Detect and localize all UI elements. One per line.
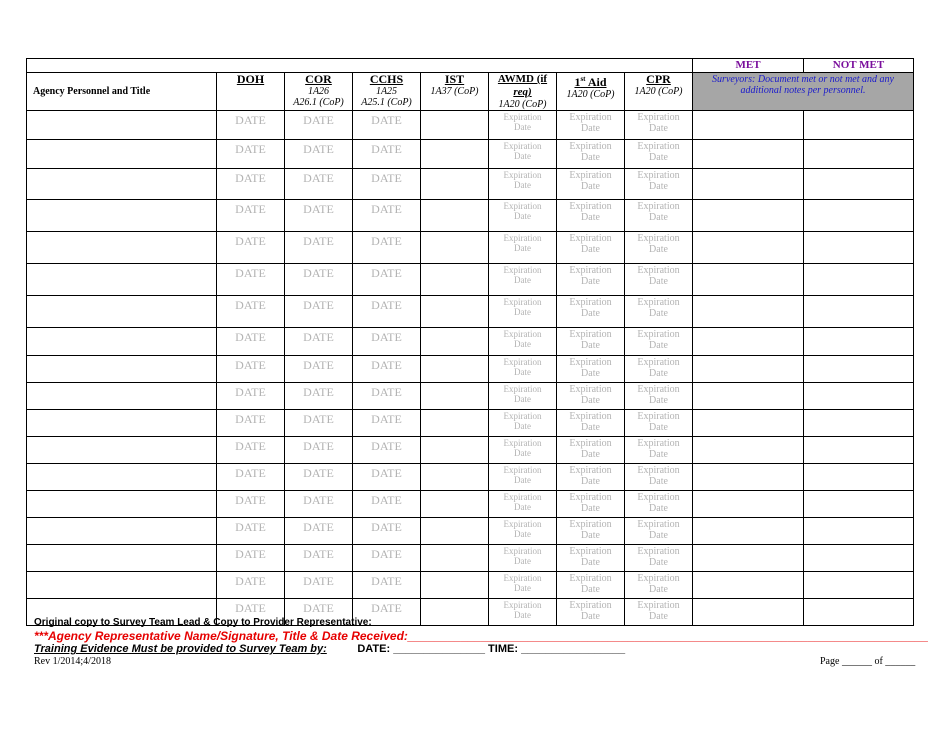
- cpr-expiration-cell[interactable]: Expiration Date: [625, 169, 693, 200]
- personnel-row: [27, 111, 914, 140]
- not-met-cell[interactable]: [804, 328, 914, 356]
- cchs-date-cell[interactable]: DATE: [353, 572, 421, 599]
- revision-text: Rev 1/2014;4/2018: [34, 656, 111, 667]
- awmd-expiration-cell[interactable]: Expiration Date: [489, 328, 557, 356]
- met-cell[interactable]: [693, 200, 804, 232]
- personnel-name-cell[interactable]: [27, 410, 217, 437]
- cpr-expiration-cell[interactable]: Expiration Date: [625, 518, 693, 545]
- not-met-cell[interactable]: [804, 169, 914, 200]
- cor-date-cell[interactable]: DATE: [285, 437, 353, 464]
- met-cell[interactable]: [693, 169, 804, 200]
- not-met-cell[interactable]: [804, 200, 914, 232]
- met-cell[interactable]: [693, 464, 804, 491]
- cchs-date-cell[interactable]: DATE: [353, 599, 421, 626]
- cor-date-cell[interactable]: DATE: [285, 232, 353, 264]
- personnel-row: [27, 140, 914, 169]
- ist-cell[interactable]: [421, 491, 489, 518]
- cchs-date-cell[interactable]: DATE: [353, 264, 421, 296]
- personnel-name-cell[interactable]: [27, 464, 217, 491]
- met-cell[interactable]: [693, 296, 804, 328]
- personnel-name-cell[interactable]: [27, 545, 217, 572]
- doh-date-cell[interactable]: DATE: [217, 464, 285, 491]
- ist-cell[interactable]: [421, 232, 489, 264]
- personnel-name-cell[interactable]: [27, 383, 217, 410]
- ist-cell[interactable]: [421, 111, 489, 140]
- signature-field[interactable]: ______________________________________________________________________________: [407, 629, 929, 643]
- personnel-row: [27, 383, 914, 410]
- first-aid-header: 1st Aid 1A20 (CoP): [557, 73, 625, 111]
- personnel-row: [27, 437, 914, 464]
- cpr-expiration-cell[interactable]: Expiration Date: [625, 383, 693, 410]
- cpr-expiration-cell[interactable]: Expiration Date: [625, 545, 693, 572]
- ist-cell[interactable]: [421, 169, 489, 200]
- first-aid-expiration-cell[interactable]: Expiration Date: [557, 464, 625, 491]
- doh-header: DOH: [217, 73, 285, 111]
- met-cell[interactable]: [693, 545, 804, 572]
- not-met-cell[interactable]: [804, 464, 914, 491]
- first-aid-expiration-cell[interactable]: Expiration Date: [557, 356, 625, 383]
- cchs-date-cell[interactable]: DATE: [353, 328, 421, 356]
- personnel-name-cell[interactable]: [27, 328, 217, 356]
- first-aid-expiration-cell[interactable]: Expiration Date: [557, 232, 625, 264]
- personnel-name-cell[interactable]: [27, 232, 217, 264]
- cor-date-cell[interactable]: DATE: [285, 545, 353, 572]
- not-met-cell[interactable]: [804, 296, 914, 328]
- ist-cell[interactable]: [421, 140, 489, 169]
- cchs-date-cell[interactable]: DATE: [353, 518, 421, 545]
- met-cell[interactable]: [693, 518, 804, 545]
- cpr-expiration-cell[interactable]: Expiration Date: [625, 356, 693, 383]
- doh-date-cell[interactable]: DATE: [217, 410, 285, 437]
- met-cell[interactable]: [693, 140, 804, 169]
- cpr-expiration-cell[interactable]: Expiration Date: [625, 437, 693, 464]
- cor-date-cell[interactable]: DATE: [285, 328, 353, 356]
- signature-line: ***Agency Representative Name/Signature, Title & Date Received:______________________________________________________________________________: [34, 629, 929, 643]
- met-cell[interactable]: [693, 410, 804, 437]
- personnel-row: [27, 491, 914, 518]
- cpr-expiration-cell[interactable]: Expiration Date: [625, 232, 693, 264]
- personnel-row: [27, 518, 914, 545]
- awmd-expiration-cell[interactable]: Expiration Date: [489, 296, 557, 328]
- personnel-name-cell[interactable]: [27, 356, 217, 383]
- ist-cell[interactable]: [421, 200, 489, 232]
- personnel-row: [27, 200, 914, 232]
- cor-date-cell[interactable]: DATE: [285, 200, 353, 232]
- personnel-row: [27, 169, 914, 200]
- personnel-name-cell[interactable]: [27, 169, 217, 200]
- cor-date-cell[interactable]: DATE: [285, 169, 353, 200]
- not-met-cell[interactable]: [804, 599, 914, 626]
- ist-cell[interactable]: [421, 545, 489, 572]
- personnel-name-cell[interactable]: [27, 264, 217, 296]
- ist-cell[interactable]: [421, 383, 489, 410]
- surveyor-note: Surveyors: Document met or not met and any additional notes per personnel.: [693, 73, 914, 111]
- met-cell[interactable]: [693, 264, 804, 296]
- awmd-expiration-cell[interactable]: Expiration Date: [489, 464, 557, 491]
- not-met-cell[interactable]: [804, 410, 914, 437]
- met-cell[interactable]: [693, 599, 804, 626]
- met-cell[interactable]: [693, 572, 804, 599]
- cchs-date-cell[interactable]: DATE: [353, 296, 421, 328]
- cor-date-cell[interactable]: DATE: [285, 518, 353, 545]
- awmd-expiration-cell[interactable]: Expiration Date: [489, 572, 557, 599]
- cor-date-cell[interactable]: DATE: [285, 464, 353, 491]
- personnel-row: [27, 410, 914, 437]
- not-met-cell[interactable]: [804, 491, 914, 518]
- cpr-expiration-cell[interactable]: Expiration Date: [625, 140, 693, 169]
- doh-date-cell[interactable]: DATE: [217, 328, 285, 356]
- personnel-row: [27, 572, 914, 599]
- personnel-row: [27, 545, 914, 572]
- not-met-cell[interactable]: [804, 437, 914, 464]
- personnel-row: [27, 328, 914, 356]
- ist-cell[interactable]: [421, 410, 489, 437]
- awmd-header: AWMD (if req) 1A20 (CoP): [489, 73, 557, 111]
- met-header-row: [27, 59, 914, 73]
- met-cell[interactable]: [693, 383, 804, 410]
- cchs-date-cell[interactable]: DATE: [353, 383, 421, 410]
- not-met-cell[interactable]: [804, 383, 914, 410]
- awmd-expiration-cell[interactable]: Expiration Date: [489, 200, 557, 232]
- first-aid-expiration-cell[interactable]: Expiration Date: [557, 410, 625, 437]
- cpr-expiration-cell[interactable]: Expiration Date: [625, 491, 693, 518]
- time-field[interactable]: _________________: [521, 643, 626, 655]
- awmd-expiration-cell[interactable]: Expiration Date: [489, 169, 557, 200]
- personnel-rows: [27, 111, 914, 626]
- doh-date-cell[interactable]: DATE: [217, 111, 285, 140]
- doh-date-cell[interactable]: DATE: [217, 356, 285, 383]
- cor-date-cell[interactable]: DATE: [285, 264, 353, 296]
- cchs-header: CCHS 1A25 A25.1 (CoP): [353, 73, 421, 111]
- page-field[interactable]: ______: [841, 656, 872, 667]
- met-cell[interactable]: [693, 437, 804, 464]
- doh-date-cell[interactable]: DATE: [217, 140, 285, 169]
- cchs-date-cell[interactable]: DATE: [353, 111, 421, 140]
- cchs-date-cell[interactable]: DATE: [353, 410, 421, 437]
- date-field[interactable]: _______________: [393, 643, 485, 655]
- cchs-date-cell[interactable]: DATE: [353, 356, 421, 383]
- ist-header: IST 1A37 (CoP): [421, 73, 489, 111]
- met-cell[interactable]: [693, 356, 804, 383]
- not-met-cell[interactable]: [804, 111, 914, 140]
- first-aid-expiration-cell[interactable]: Expiration Date: [557, 296, 625, 328]
- awmd-expiration-cell[interactable]: Expiration Date: [489, 140, 557, 169]
- cchs-date-cell[interactable]: DATE: [353, 464, 421, 491]
- doh-date-cell[interactable]: DATE: [217, 437, 285, 464]
- ist-cell[interactable]: [421, 599, 489, 626]
- personnel-name-cell[interactable]: [27, 140, 217, 169]
- doh-date-cell[interactable]: DATE: [217, 232, 285, 264]
- not-met-cell[interactable]: [804, 518, 914, 545]
- doh-date-cell[interactable]: DATE: [217, 169, 285, 200]
- cchs-date-cell[interactable]: DATE: [353, 200, 421, 232]
- met-label: MET: [693, 59, 804, 73]
- awmd-expiration-cell[interactable]: Expiration Date: [489, 545, 557, 572]
- first-aid-expiration-cell[interactable]: Expiration Date: [557, 383, 625, 410]
- awmd-expiration-cell[interactable]: Expiration Date: [489, 264, 557, 296]
- cor-date-cell[interactable]: DATE: [285, 410, 353, 437]
- met-cell[interactable]: [693, 328, 804, 356]
- cpr-expiration-cell[interactable]: Expiration Date: [625, 599, 693, 626]
- cpr-expiration-cell[interactable]: Expiration Date: [625, 264, 693, 296]
- doh-date-cell[interactable]: DATE: [217, 599, 285, 626]
- cchs-date-cell[interactable]: DATE: [353, 169, 421, 200]
- ist-cell[interactable]: [421, 264, 489, 296]
- first-aid-expiration-cell[interactable]: Expiration Date: [557, 264, 625, 296]
- doh-date-cell[interactable]: DATE: [217, 518, 285, 545]
- evidence-line: Training Evidence Must be provided to Survey Team by: DATE: _______________ TIME: _________________: [34, 643, 626, 655]
- first-aid-expiration-cell[interactable]: Expiration Date: [557, 572, 625, 599]
- first-aid-expiration-cell[interactable]: Expiration Date: [557, 545, 625, 572]
- personnel-name-cell[interactable]: [27, 111, 217, 140]
- training-table: [26, 58, 914, 626]
- cchs-date-cell[interactable]: DATE: [353, 232, 421, 264]
- doh-date-cell[interactable]: DATE: [217, 545, 285, 572]
- personnel-row: [27, 356, 914, 383]
- first-aid-expiration-cell[interactable]: Expiration Date: [557, 111, 625, 140]
- first-aid-expiration-cell[interactable]: Expiration Date: [557, 437, 625, 464]
- not-met-cell[interactable]: [804, 545, 914, 572]
- cchs-date-cell[interactable]: DATE: [353, 491, 421, 518]
- cpr-expiration-cell[interactable]: Expiration Date: [625, 328, 693, 356]
- cchs-date-cell[interactable]: DATE: [353, 545, 421, 572]
- page-total-field[interactable]: ______: [885, 656, 916, 667]
- personnel-name-cell[interactable]: [27, 296, 217, 328]
- cpr-expiration-cell[interactable]: Expiration Date: [625, 410, 693, 437]
- personnel-name-cell[interactable]: [27, 200, 217, 232]
- doh-date-cell[interactable]: DATE: [217, 200, 285, 232]
- awmd-expiration-cell[interactable]: Expiration Date: [489, 232, 557, 264]
- cchs-date-cell[interactable]: DATE: [353, 437, 421, 464]
- first-aid-expiration-cell[interactable]: Expiration Date: [557, 169, 625, 200]
- cpr-expiration-cell[interactable]: Expiration Date: [625, 111, 693, 140]
- ist-cell[interactable]: [421, 328, 489, 356]
- met-cell[interactable]: [693, 232, 804, 264]
- cpr-expiration-cell[interactable]: Expiration Date: [625, 296, 693, 328]
- column-header-row: [27, 73, 914, 111]
- personnel-name-cell[interactable]: [27, 437, 217, 464]
- doh-date-cell[interactable]: DATE: [217, 491, 285, 518]
- cor-date-cell[interactable]: DATE: [285, 140, 353, 169]
- cpr-expiration-cell[interactable]: Expiration Date: [625, 200, 693, 232]
- personnel-row: [27, 264, 914, 296]
- not-met-cell[interactable]: [804, 356, 914, 383]
- awmd-expiration-cell[interactable]: Expiration Date: [489, 383, 557, 410]
- personnel-name-cell[interactable]: [27, 518, 217, 545]
- cor-date-cell[interactable]: DATE: [285, 572, 353, 599]
- awmd-expiration-cell[interactable]: Expiration Date: [489, 491, 557, 518]
- personnel-name-cell[interactable]: [27, 491, 217, 518]
- awmd-expiration-cell[interactable]: Expiration Date: [489, 437, 557, 464]
- awmd-expiration-cell[interactable]: Expiration Date: [489, 599, 557, 626]
- cpr-header: CPR 1A20 (CoP): [625, 73, 693, 111]
- cor-date-cell[interactable]: DATE: [285, 356, 353, 383]
- ist-cell[interactable]: [421, 296, 489, 328]
- first-aid-expiration-cell[interactable]: Expiration Date: [557, 518, 625, 545]
- cor-header: COR 1A26 A26.1 (CoP): [285, 73, 353, 111]
- not-met-cell[interactable]: [804, 572, 914, 599]
- personnel-row: [27, 296, 914, 328]
- met-cell[interactable]: [693, 491, 804, 518]
- cor-date-cell[interactable]: DATE: [285, 599, 353, 626]
- awmd-expiration-cell[interactable]: Expiration Date: [489, 356, 557, 383]
- copy-instruction: Original copy to Survey Team Lead & Copy to Provider Representative:: [34, 617, 372, 628]
- ist-cell[interactable]: [421, 518, 489, 545]
- personnel-row: [27, 232, 914, 264]
- cpr-expiration-cell[interactable]: Expiration Date: [625, 572, 693, 599]
- first-aid-expiration-cell[interactable]: Expiration Date: [557, 599, 625, 626]
- doh-date-cell[interactable]: DATE: [217, 383, 285, 410]
- ist-cell[interactable]: [421, 464, 489, 491]
- cpr-expiration-cell[interactable]: Expiration Date: [625, 464, 693, 491]
- doh-date-cell[interactable]: DATE: [217, 296, 285, 328]
- agency-personnel-header: Agency Personnel and Title: [27, 73, 217, 111]
- met-cell[interactable]: [693, 111, 804, 140]
- awmd-expiration-cell[interactable]: Expiration Date: [489, 518, 557, 545]
- ist-cell[interactable]: [421, 437, 489, 464]
- not-met-label: NOT MET: [804, 59, 914, 73]
- awmd-expiration-cell[interactable]: Expiration Date: [489, 410, 557, 437]
- ist-cell[interactable]: [421, 356, 489, 383]
- cchs-date-cell[interactable]: DATE: [353, 140, 421, 169]
- not-met-cell[interactable]: [804, 140, 914, 169]
- first-aid-expiration-cell[interactable]: Expiration Date: [557, 491, 625, 518]
- ist-cell[interactable]: [421, 572, 489, 599]
- page-number: Page ______ of ______: [820, 656, 916, 667]
- doh-date-cell[interactable]: DATE: [217, 572, 285, 599]
- personnel-row: [27, 464, 914, 491]
- cor-date-cell[interactable]: DATE: [285, 111, 353, 140]
- cor-date-cell[interactable]: DATE: [285, 491, 353, 518]
- first-aid-expiration-cell[interactable]: Expiration Date: [557, 140, 625, 169]
- personnel-name-cell[interactable]: [27, 572, 217, 599]
- awmd-expiration-cell[interactable]: Expiration Date: [489, 111, 557, 140]
- doh-date-cell[interactable]: DATE: [217, 264, 285, 296]
- first-aid-expiration-cell[interactable]: Expiration Date: [557, 328, 625, 356]
- cor-date-cell[interactable]: DATE: [285, 296, 353, 328]
- not-met-cell[interactable]: [804, 232, 914, 264]
- not-met-cell[interactable]: [804, 264, 914, 296]
- cor-date-cell[interactable]: DATE: [285, 383, 353, 410]
- first-aid-expiration-cell[interactable]: Expiration Date: [557, 200, 625, 232]
